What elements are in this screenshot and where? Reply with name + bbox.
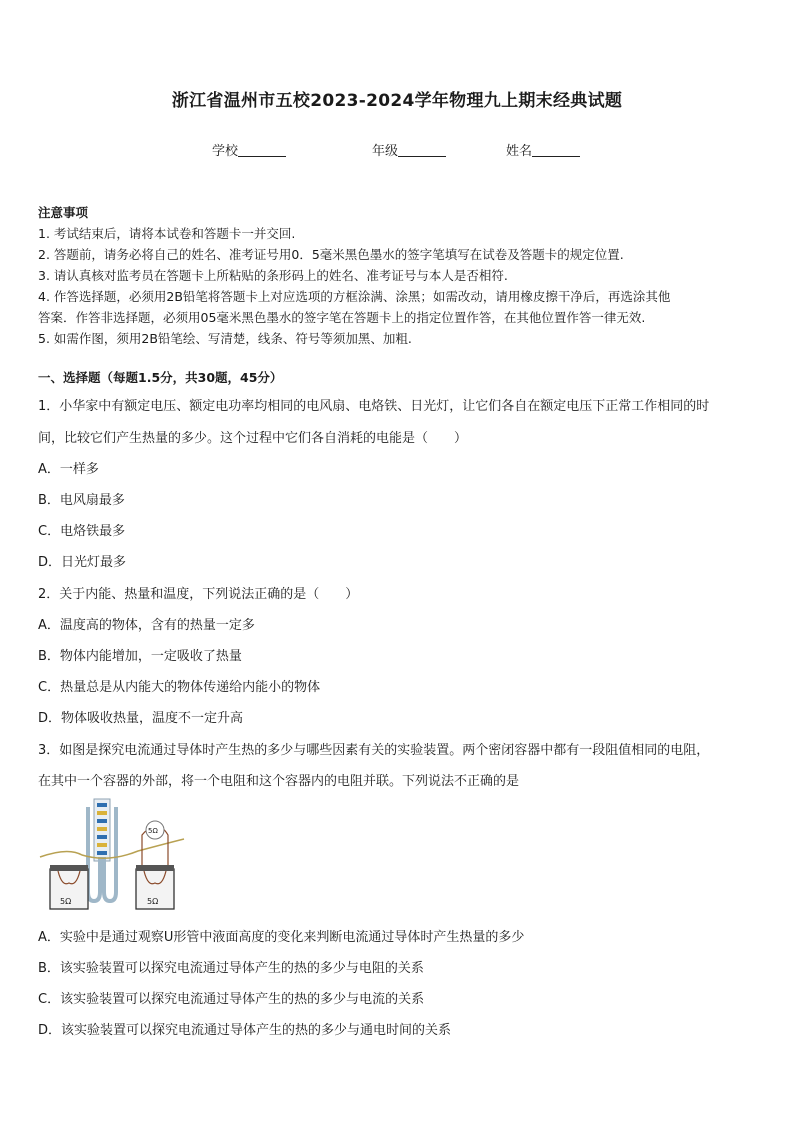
q3-apparatus-figure: [38, 797, 186, 915]
q1-option-d[interactable]: D．日光灯最多: [38, 555, 127, 570]
name-field: [506, 140, 580, 159]
q2-option-b[interactable]: B．物体内能增加，一定吸收了热量: [38, 649, 242, 664]
notes-block: [38, 202, 670, 349]
q1-stem-line2: 间，比较它们产生热量的多少。这个过程中它们各自消耗的电能是（ ）: [38, 431, 468, 446]
q1-option-b[interactable]: B．电风扇最多: [38, 493, 125, 508]
q3-option-c[interactable]: C．该实验装置可以探究电流通过导体产生的热的多少与电流的关系: [38, 992, 425, 1007]
right-container-lid: [136, 865, 174, 871]
section-heading: 一、选择题（每题1.5分，共30题，45分）: [38, 370, 283, 385]
q3-option-b[interactable]: B．该实验装置可以探究电流通过导体产生的热的多少与电阻的关系: [38, 961, 424, 976]
name-label: 姓名: [506, 144, 533, 159]
school-label: 学校: [212, 144, 239, 159]
notes-item: 2. 答题前，请务必将自己的姓名、准考证号用0．5毫米黑色墨水的签字笔填写在试卷及答题卡的规定位置.: [38, 247, 624, 262]
q2-option-c[interactable]: C．热量总是从内能大的物体传递给内能小的物体: [38, 680, 321, 695]
school-field: [212, 140, 286, 159]
grade-blank[interactable]: [398, 144, 446, 157]
q3-stem-line2: 在其中一个容器的外部，将一个电阻和这个容器内的电阻并联。下列说法不正确的是: [38, 774, 520, 789]
q2-stem: 2．关于内能、热量和温度，下列说法正确的是（ ）: [38, 587, 359, 602]
q2-option-a[interactable]: A．温度高的物体，含有的热量一定多: [38, 618, 255, 633]
external-resistor-label: 5Ω: [148, 827, 158, 835]
notes-item: 3. 请认真核对监考员在答题卡上所粘贴的条形码上的姓名、准考证号与本人是否相符.: [38, 268, 508, 283]
grade-label: 年级: [372, 144, 399, 159]
q3-option-a[interactable]: A．实验中是通过观察U形管中液面高度的变化来判断电流通过导体时产生热量的多少: [38, 930, 525, 945]
notes-item: 5. 如需作图，须用2B铅笔绘、写清楚，线条、符号等须加黑、加粗.: [38, 331, 412, 346]
left-resistor-label: 5Ω: [60, 897, 72, 906]
page-title: 浙江省温州市五校2023-2024学年物理九上期末经典试题: [171, 91, 623, 111]
q2-option-d[interactable]: D．物体吸收热量，温度不一定升高: [38, 711, 244, 726]
notes-item: 4. 作答选择题，必须用2B铅笔将答题卡上对应选项的方框涂满、涂黑；如需改动，请用橡皮擦干净后，再选涂其他: [38, 289, 671, 304]
q3-stem-line1: 3．如图是探究电流通过导体时产生热的多少与哪些因素有关的实验装置。两个密闭容器中都有一段阻值相同的电阻，: [38, 743, 710, 758]
right-resistor-label: 5Ω: [147, 897, 159, 906]
q1-stem-line1: 1．小华家中有额定电压、额定电功率均相同的电风扇、电烙铁、日光灯，让它们各自在额定电压下正常工作相同的时: [38, 399, 710, 414]
school-blank[interactable]: [238, 144, 286, 157]
notes-item: 1. 考试结束后，请将本试卷和答题卡一并交回.: [38, 226, 296, 241]
left-container-lid: [50, 865, 88, 871]
q1-option-c[interactable]: C．电烙铁最多: [38, 524, 126, 539]
circuit-wire: [40, 839, 184, 858]
q3-option-d[interactable]: D．该实验装置可以探究电流通过导体产生的热的多少与通电时间的关系: [38, 1023, 452, 1038]
q1-option-a[interactable]: A．一样多: [38, 462, 99, 477]
notes-item: 答案．作答非选择题，必须用05毫米黑色墨水的签字笔在答题卡上的指定位置作答，在其他位置作答一律无效.: [38, 310, 646, 325]
name-blank[interactable]: [532, 144, 580, 157]
notes-heading: 注意事项: [38, 205, 89, 220]
grade-field: [372, 140, 446, 159]
